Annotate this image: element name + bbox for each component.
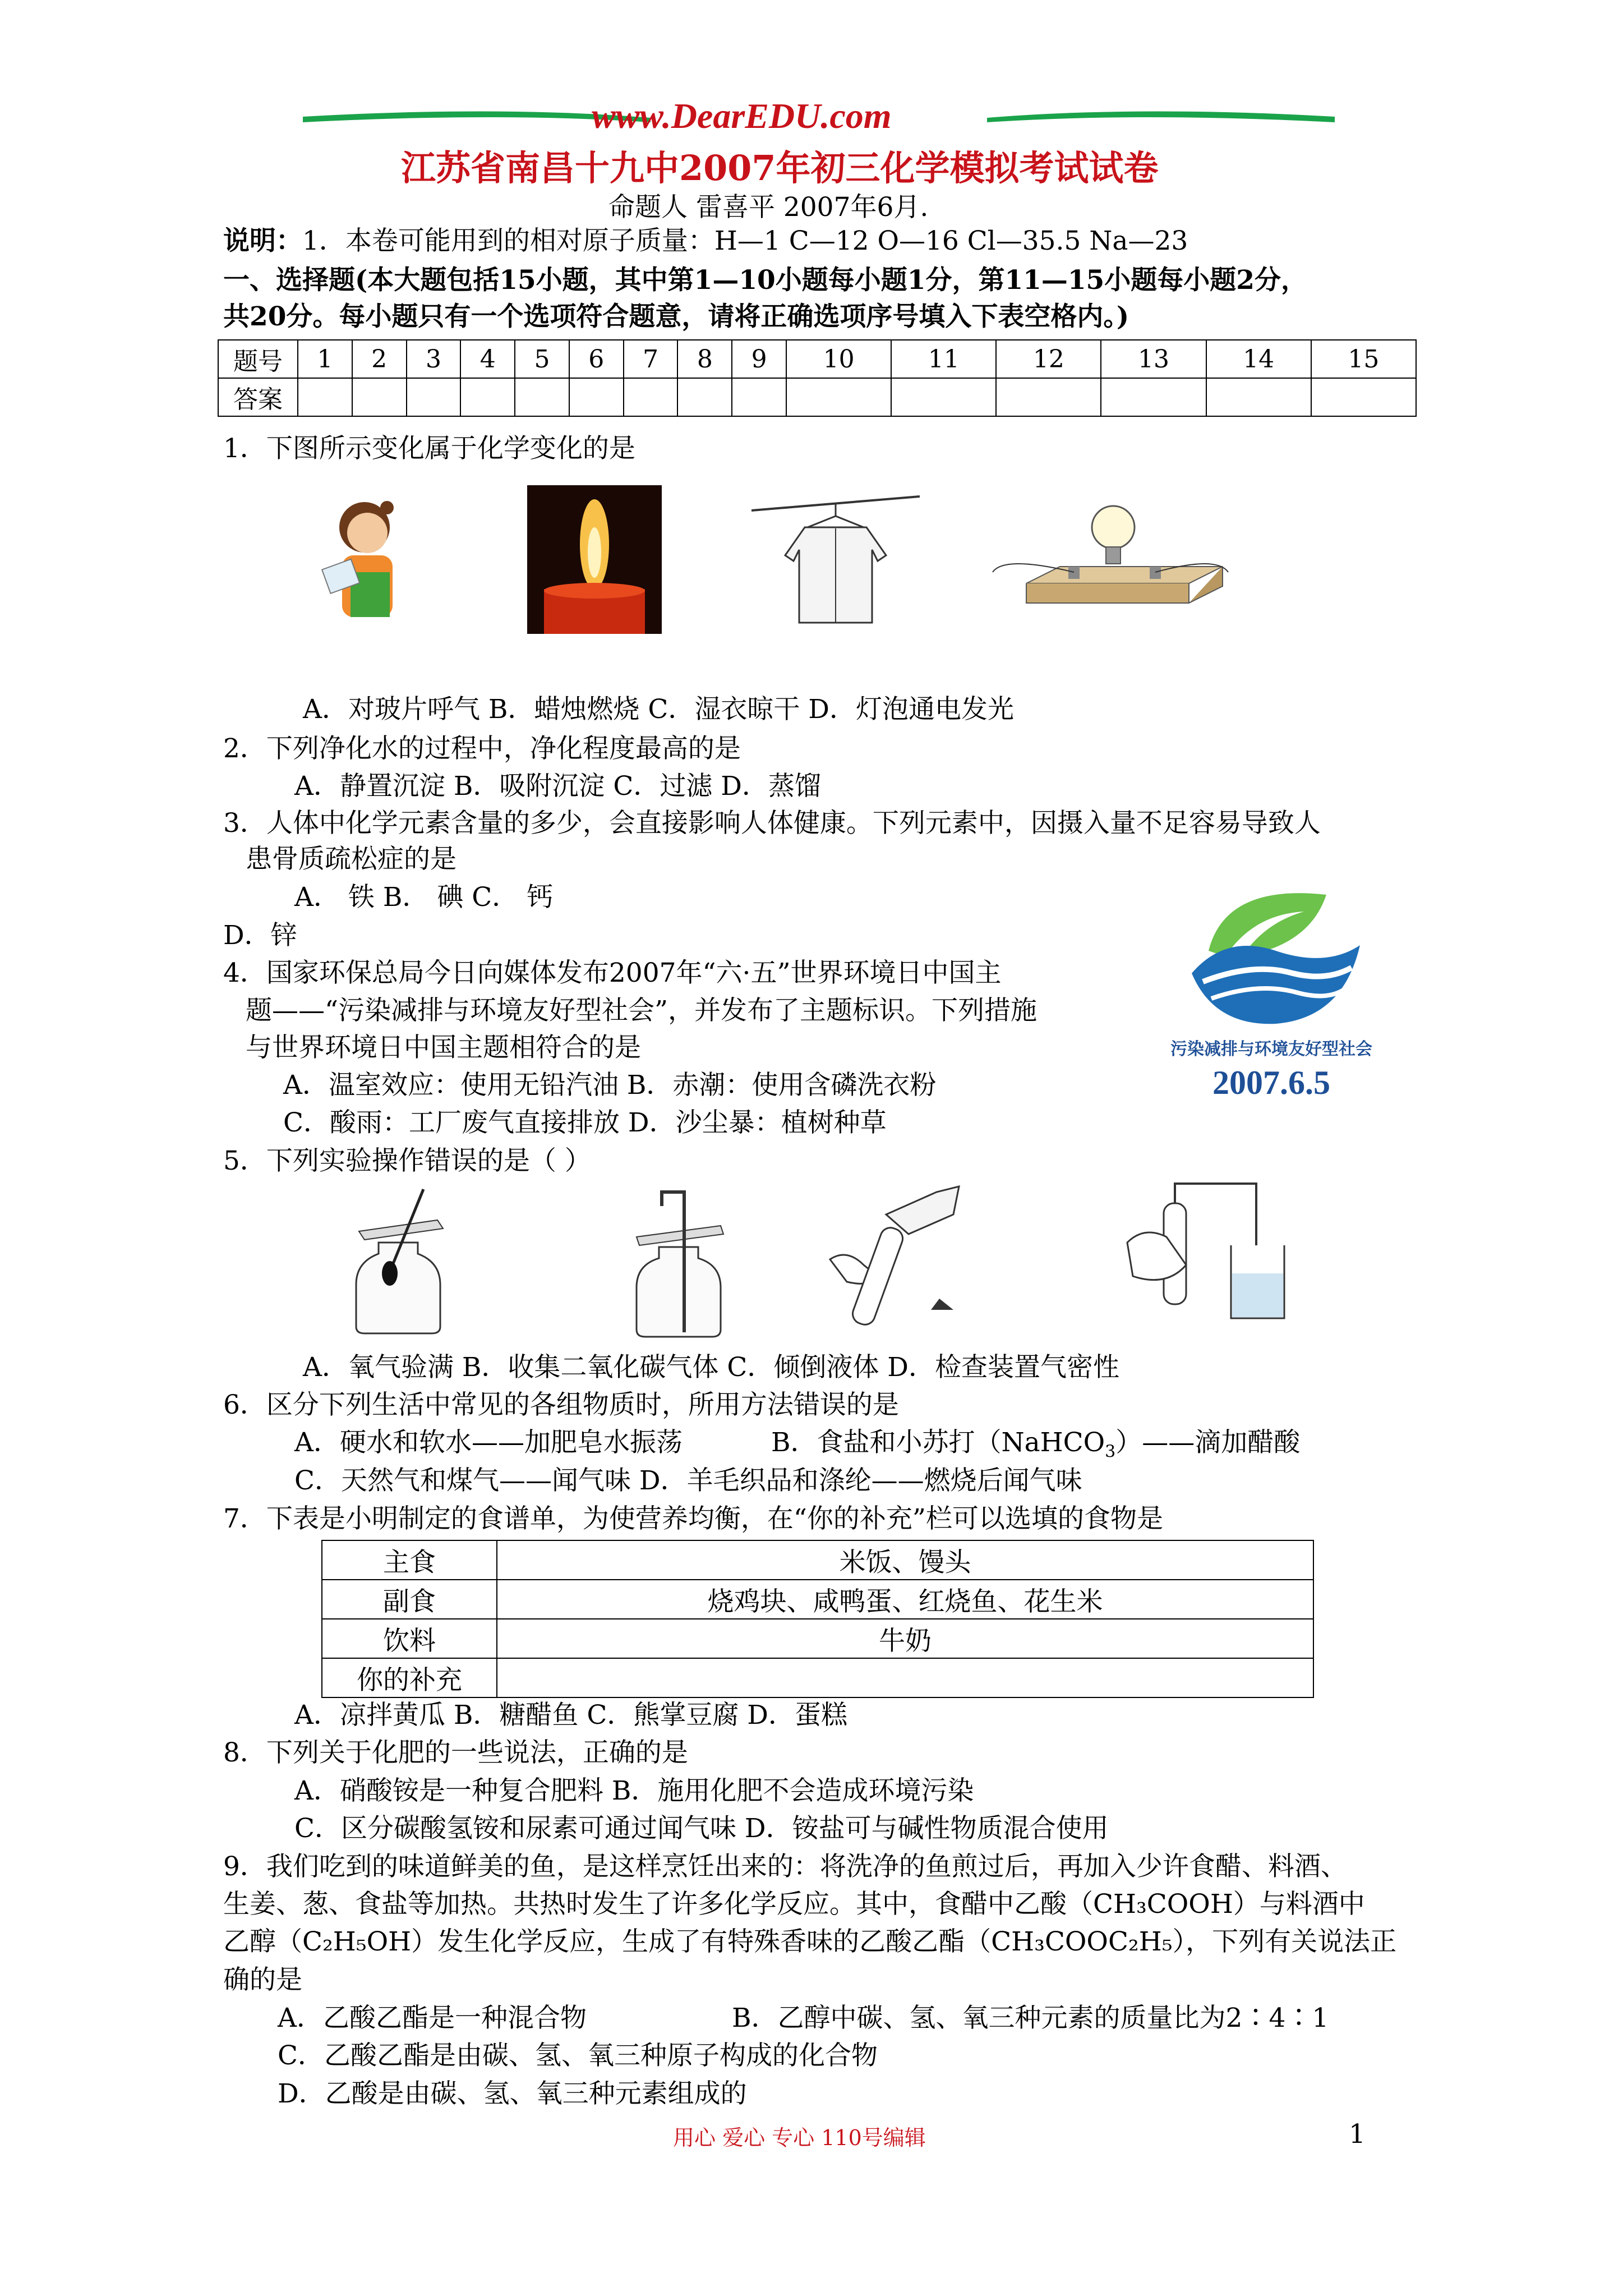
question-number: 8 xyxy=(677,340,732,378)
footer-text: 用心 爱心 专心 110号编辑 xyxy=(673,2125,926,2150)
answer-cell[interactable] xyxy=(624,378,678,416)
question-number: 12 xyxy=(996,340,1101,378)
answer-cell[interactable] xyxy=(1206,378,1311,416)
q6-option-a: A．硬水和软水——加肥皂水振荡 xyxy=(294,1427,683,1458)
question-number: 1 xyxy=(298,340,352,378)
q6-option-b-post: ）——滴加醋酸 xyxy=(1115,1427,1301,1458)
q4-options-line2: C．酸雨：工厂废气直接排放 D．沙尘暴：植树种草 xyxy=(283,1107,887,1138)
section1-heading-line2: 共20分。每小题只有一个选项符合题意，请将正确选项序号填入下表空格内。) xyxy=(223,301,1129,332)
q3-options: A． 铁 B． 碘 C． 钙 xyxy=(294,882,554,913)
q9-stem-line3: 乙醇（C₂H₅OH）发生化学反应，生成了有特殊香味的乙酸乙酯（CH₃COOC₂H₅），下列有关说法正 xyxy=(223,1926,1397,1957)
q2-stem: 2．下列净化水的过程中，净化程度最高的是 xyxy=(223,733,741,764)
answer-cell[interactable] xyxy=(786,378,891,416)
note-text: 1．本卷可能用到的相对原子质量：H—1 C—12 O—16 Cl—35.5 Na—23 xyxy=(302,226,1188,256)
question-number: 6 xyxy=(569,340,624,378)
q8-stem: 8．下列关于化肥的一些说法，正确的是 xyxy=(223,1737,688,1768)
question-number: 4 xyxy=(460,340,515,378)
site-logo-text: www.DearEDU.com xyxy=(592,96,892,136)
pouring-liquid-image xyxy=(824,1181,970,1332)
answer-table-header: 题号 xyxy=(218,340,298,378)
q4-stem-line2: 题——“污染减排与环境友好型社会”，并发布了主题标识。下列措施 xyxy=(246,995,1038,1026)
light-bulb-circuit-image xyxy=(981,488,1234,628)
recipe-row-label: 你的补充 xyxy=(322,1658,497,1697)
question-number: 2 xyxy=(352,340,407,378)
question-number: 9 xyxy=(732,340,786,378)
answer-cell[interactable] xyxy=(996,378,1101,416)
q8-options-line1: A．硝酸铵是一种复合肥料 B．施用化肥不会造成环境污染 xyxy=(294,1775,974,1806)
q9-stem-line2: 生姜、葱、食盐等加热。共热时发生了许多化学反应。其中，食醋中乙酸（CH₃COOH）与料酒中 xyxy=(223,1889,1365,1920)
recipe-row-label: 饮料 xyxy=(322,1619,497,1658)
page-title: 江苏省南昌十九中2007年初三化学模拟考试试卷 xyxy=(401,148,1159,188)
q3-stem-line1: 3．人体中化学元素含量的多少，会直接影响人体健康。下列元素中，因摄入量不足容易导致人 xyxy=(223,808,1321,839)
answer-cell[interactable] xyxy=(298,378,352,416)
q1-stem: 1．下图所示变化属于化学变化的是 xyxy=(223,433,635,464)
section1-heading-line1: 一、选择题(本大题包括15小题，其中第1—10小题每小题1分，第11—15小题每小题2分， xyxy=(223,265,1307,296)
answer-cell[interactable] xyxy=(352,378,407,416)
q3-stem-line2: 患骨质疏松症的是 xyxy=(246,844,457,875)
page-number: 1 xyxy=(1349,2119,1366,2150)
q4-options-line1: A．温室效应：使用无铅汽油 B．赤潮：使用含磷洗衣粉 xyxy=(283,1070,937,1101)
q5-options: A．氧气验满 B．收集二氧化碳气体 C．倾倒液体 D．检查装置气密性 xyxy=(303,1352,1119,1383)
q1-options: A．对玻片呼气 B．蜡烛燃烧 C．湿衣晾干 D．灯泡通电发光 xyxy=(303,694,1014,725)
recipe-row-value: 米饭、馒头 xyxy=(497,1540,1313,1580)
recipe-table xyxy=(321,1540,1314,1698)
answer-cell[interactable] xyxy=(677,378,732,416)
environment-day-emblem-image xyxy=(1141,861,1402,1111)
answer-cell[interactable] xyxy=(460,378,515,416)
q9-stem-line1: 9．我们吃到的味道鲜美的鱼，是这样烹饪出来的：将洗净的鱼煎过后，再加入少许食醋、料酒、 xyxy=(223,1851,1347,1882)
question-number: 13 xyxy=(1101,340,1206,378)
q6-stem: 6．区分下列生活中常见的各组物质时，所用方法错误的是 xyxy=(223,1389,899,1420)
answer-cell[interactable] xyxy=(891,378,996,416)
q6-options-line2: C．天然气和煤气——闻气味 D．羊毛织品和涤纶——燃烧后闻气味 xyxy=(294,1465,1082,1496)
q6-option-b xyxy=(771,1426,1300,1469)
question-number: 10 xyxy=(786,340,891,378)
question-number: 11 xyxy=(891,340,996,378)
q8-options-line2: C．区分碳酸氢铵和尿素可通过闻气味 D．铵盐可与碱性物质混合使用 xyxy=(294,1813,1109,1844)
question-number: 14 xyxy=(1206,340,1311,378)
author-line: 命题人 雷喜平 2007年6月. xyxy=(608,192,929,223)
question-number: 15 xyxy=(1311,340,1416,378)
recipe-row-label: 主食 xyxy=(322,1540,497,1580)
q4-stem-line1: 4．国家环保总局今日向媒体发布2007年“六·五”世界环境日中国主 xyxy=(223,958,1002,988)
recipe-row-value-blank[interactable] xyxy=(497,1658,1313,1697)
collect-co2-bottle-image xyxy=(628,1186,729,1338)
q5-stem: 5．下列实验操作错误的是（ ） xyxy=(223,1145,591,1176)
answer-row-label: 答案 xyxy=(218,378,298,416)
recipe-row-value: 烧鸡块、咸鸭蛋、红烧鱼、花生米 xyxy=(497,1580,1313,1619)
q7-stem: 7．下表是小明制定的食谱单，为使营养均衡，在“你的补充”栏可以选填的食物是 xyxy=(223,1503,1163,1534)
wet-clothes-drying-image xyxy=(751,494,920,628)
answer-cell[interactable] xyxy=(1101,378,1206,416)
q2-options: A．静置沉淀 B．吸附沉淀 C．过滤 D．蒸馏 xyxy=(294,771,821,802)
q9-option-c: C．乙酸乙酯是由碳、氢、氧三种原子构成的化合物 xyxy=(278,2040,878,2071)
answer-cell[interactable] xyxy=(732,378,786,416)
q9-option-a: A．乙酸乙酯是一种混合物 xyxy=(278,2003,587,2033)
q9-stem-line4: 确的是 xyxy=(223,1964,302,1995)
note-label: 说明： xyxy=(223,226,302,256)
q6-option-b-subscript: 3 xyxy=(1105,1442,1116,1462)
q9-option-d: D．乙酸是由碳、氢、氧三种元素组成的 xyxy=(278,2078,747,2109)
airtightness-check-image xyxy=(1122,1181,1301,1324)
recipe-row-value: 牛奶 xyxy=(497,1619,1313,1658)
answer-table xyxy=(218,339,1417,417)
note-line xyxy=(223,224,1188,258)
q4-stem-line3: 与世界环境日中国主题相符合的是 xyxy=(246,1032,641,1063)
girl-breathing-on-glass-image xyxy=(320,488,409,628)
answer-cell[interactable] xyxy=(407,378,461,416)
question-number: 3 xyxy=(407,340,461,378)
q6-option-b-pre: B．食盐和小苏打（NaHCO xyxy=(771,1427,1105,1458)
q9-option-b: B．乙醇中碳、氢、氧三种元素的质量比为2∶4∶1 xyxy=(732,2003,1329,2033)
answer-cell[interactable] xyxy=(515,378,569,416)
burning-candle-image xyxy=(527,485,662,634)
question-number: 7 xyxy=(624,340,678,378)
answer-cell[interactable] xyxy=(1311,378,1416,416)
oxygen-test-bottle-image xyxy=(348,1186,449,1335)
q3-option-d: D．锌 xyxy=(223,920,297,951)
emblem-caption: 污染减排与环境友好型社会 xyxy=(1170,1039,1372,1059)
question-number: 5 xyxy=(515,340,569,378)
answer-cell[interactable] xyxy=(569,378,624,416)
emblem-date: 2007.6.5 xyxy=(1212,1064,1330,1101)
q7-options: A．凉拌黄瓜 B．糖醋鱼 C．熊掌豆腐 D．蛋糕 xyxy=(294,1700,847,1731)
recipe-row-label: 副食 xyxy=(322,1580,497,1619)
